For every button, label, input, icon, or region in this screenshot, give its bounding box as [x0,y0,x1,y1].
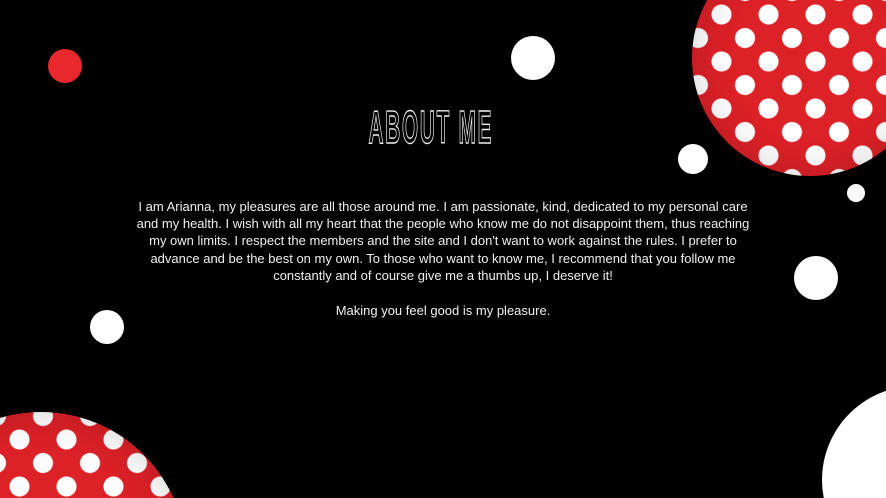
white-dot-tiny-right [847,184,865,202]
white-circle-bottom-right [822,386,886,498]
page-title [281,99,581,155]
tagline-text: Making you feel good is my pleasure. [335,303,551,319]
white-circle-right [794,256,838,300]
page-title-text: ABOUT ME [368,101,494,154]
white-circle-mid-right [678,144,708,174]
polka-dot-circle-bottom-left [0,412,186,498]
white-circle-left [90,310,124,344]
red-circle-top-left [48,49,82,83]
about-text-block [128,198,758,319]
about-paragraph: I am Arianna, my pleasures are all those around me. I am passionate, kind, dedicated to my personal care and my health. I wish with all my heart that the people who know me do not disappoint them, thus reaching my own limits. I respect the members and the site and I don't want to work against the rules. I prefer to advance and be the best on my own. To those who want to know me, I recommend that you follow me constantly and of course give me a thumbs up, I deserve it! [136,199,750,283]
white-circle-top [511,36,555,80]
polka-dot-circle-top-right [692,0,886,176]
